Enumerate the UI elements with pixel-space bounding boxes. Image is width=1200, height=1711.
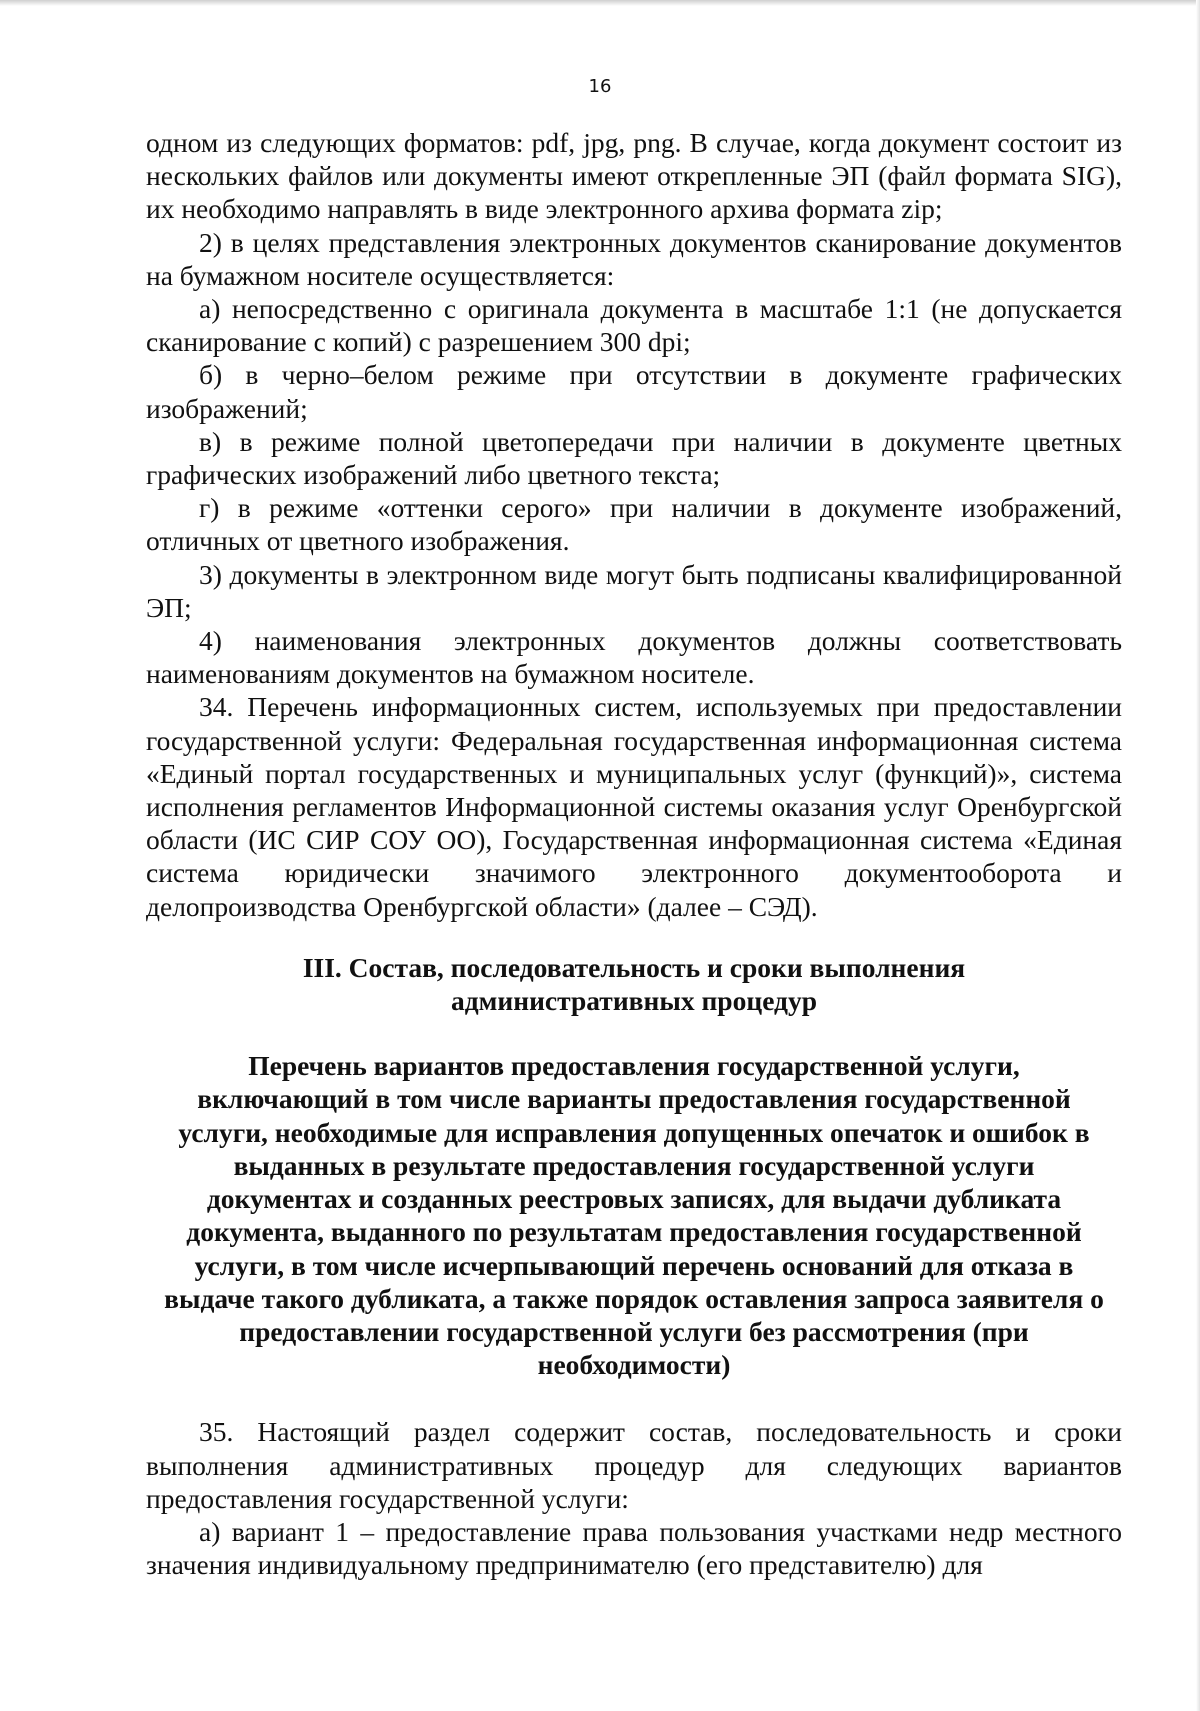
sub-heading-line: включающий в том числе варианты предоставления государственной	[197, 1083, 1071, 1115]
sub-heading-line: Перечень вариантов предоставления государственной услуги,	[248, 1050, 1020, 1082]
sub-heading-line: услуги, необходимые для исправления допущенных опечаток и ошибок в	[178, 1116, 1090, 1148]
sub-heading-line: предоставлении государственной услуги без рассмотрения (при	[239, 1315, 1029, 1347]
paragraph-continued: одном из следующих форматов: pdf, jpg, png. В случае, когда документ состоит из нескольких файлов или документы имеют открепленные ЭП (файл формата SIG), их необходимо направлять в виде электронного архива формата zip;	[146, 127, 1122, 225]
sub-heading-line: документах и созданных реестровых записях, для выдачи дубликата	[206, 1183, 1062, 1215]
paragraph-item-35a: а) вариант 1 – предоставление права пользования участками недр местного значения индивидуальному предпринимателю (его представителю) для	[146, 1515, 1122, 1581]
scan-top-edge	[0, 0, 1200, 6]
paragraph-item-35: 35. Настоящий раздел содержит состав, последовательность и сроки выполнения административных процедур для следующих вариантов предоставления государственной услуги:	[146, 1416, 1122, 1514]
paragraph-item-2c: в) в режиме полной цветопередачи при наличии в документе цветных графических изображений либо цветного текста;	[146, 425, 1122, 491]
paragraph-item-34: 34. Перечень информационных систем, используемых при предоставлении государственной услуги: Федеральная государственная информационная система «Единый портал государственных и муниципальных услуг (функций)», система исполнения регламентов Информационной системы оказания услуг Оренбургской области (ИС СИР СОУ ОО), Государственная информационная система «Единая система юридически значимого электронного документооборота и делопроизводства Оренбургской области» (далее – СЭД).	[146, 691, 1122, 922]
sub-heading-line: выданных в результате предоставления государственной услуги	[233, 1149, 1035, 1181]
section-heading-line: административных процедур	[451, 985, 817, 1017]
sub-heading	[146, 1049, 1122, 1381]
section-heading	[146, 951, 1122, 1017]
sub-heading-line: необходимости)	[537, 1349, 731, 1381]
scan-right-edge	[1196, 0, 1200, 1711]
sub-heading-line: документа, выданного по результатам предоставления государственной	[186, 1216, 1082, 1248]
paragraph-item-3: 3) документы в электронном виде могут быть подписаны квалифицированной ЭП;	[146, 558, 1122, 623]
paragraph-item-2: 2) в целях представления электронных документов сканирование документов на бумажном носителе осуществляется:	[146, 226, 1122, 291]
sub-heading-line: услуги, в том числе исчерпывающий перечень оснований для отказа в	[194, 1249, 1074, 1281]
document-body	[146, 126, 1122, 1581]
sub-heading-line: выдаче такого дубликата, а также порядок оставления запроса заявителя о	[164, 1282, 1104, 1314]
paragraph-item-2d: г) в режиме «оттенки серого» при наличии в документе изображений, отличных от цветного изображения.	[146, 492, 1122, 557]
paragraph-item-2a: а) непосредственно с оригинала документа в масштабе 1:1 (не допускается сканирование с копий) с разрешением 300 dpi;	[146, 293, 1122, 358]
paragraph-item-2b: б) в черно–белом режиме при отсутствии в документе графических изображений;	[146, 359, 1122, 424]
section-heading-line: III. Состав, последовательность и сроки выполнения	[302, 951, 966, 983]
paragraph-item-4: 4) наименования электронных документов должны соответствовать наименованиям документов на бумажном носителе.	[146, 625, 1122, 690]
page-number: 16	[588, 76, 612, 97]
